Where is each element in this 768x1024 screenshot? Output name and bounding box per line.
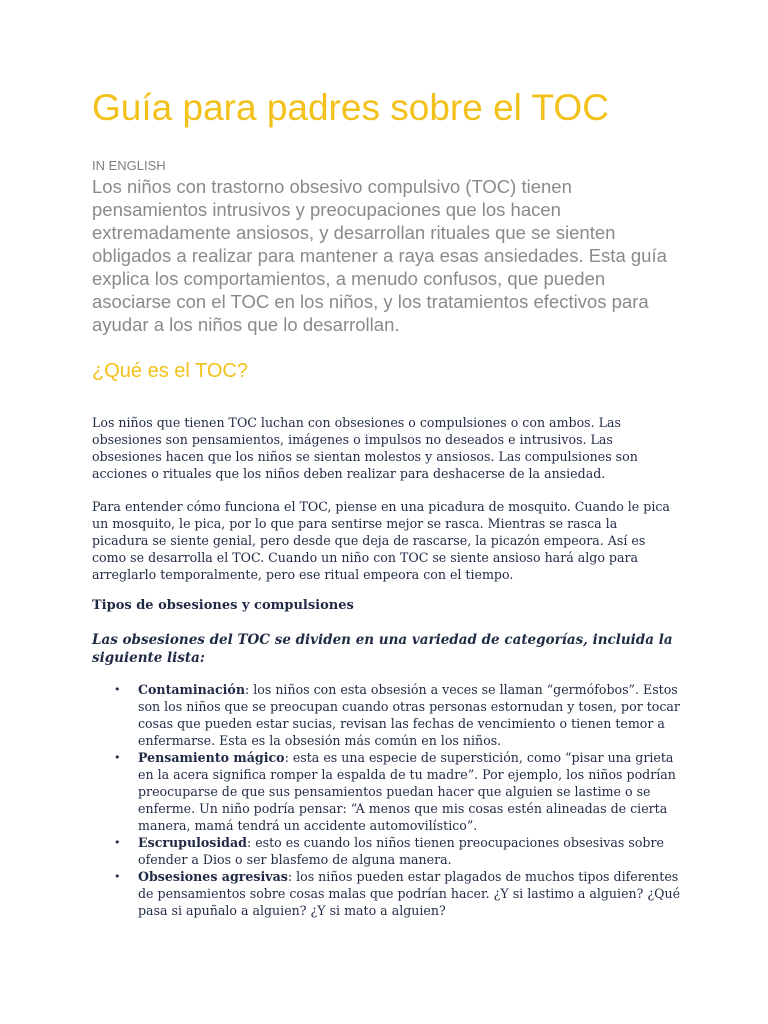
bullet-icon: •: [114, 870, 121, 883]
intro-paragraph: Los niños con trastorno obsesivo compulsivo (TOC) tienen pensamientos intrusivos y preocupaciones que los hacen extremadamente ansiosos, y desarrollan rituales que se sienten obligados a realizar para mantener a raya esas ansiedades. Esta guía explica los comportamientos, a menudo confusos, que pueden asociarse con el TOC en los niños, y los tratamientos efectivos para ayudar a los niños que lo desarrollan.: [92, 176, 667, 335]
list-intro: Las obsesiones del TOC se dividen en una variedad de categorías, incluida la siguiente lista:: [92, 632, 673, 666]
body-paragraph: Para entender cómo funciona el TOC, piense en una picadura de mosquito. Cuando le pica un mosquito, le pica, por lo que para sentirse mejor se rasca. Mientras se rasca la picadura se siente genial, pero desde que deja de rascarse, la picazón empeora. Así es como se desarrolla el TOC. Cuando un niño con TOC se siente ansioso hará algo para arreglarlo temporalmente, pero ese ritual empeora con el tiempo.: [92, 499, 670, 582]
obsessions-list: [92, 681, 682, 919]
body-paragraph: Los niños que tienen TOC luchan con obsesiones o compulsiones o con ambos. Las obsesiones son pensamientos, imágenes o impulsos no deseados e intrusivos. Las obsesiones hacen que los niños se sientan molestos y ansiosos. Las compulsiones son acciones o rituales que los niños deben realizar para deshacerse de la ansiedad.: [92, 415, 638, 481]
list-item-term: Contaminación: [138, 682, 245, 697]
list-item: [92, 868, 682, 919]
list-item-text: : esto es cuando los niños tienen preocupaciones obsesivas sobre ofender a Dios o ser blasfemo de alguna manera.: [138, 835, 664, 867]
list-item-term: Escrupulosidad: [138, 835, 247, 850]
bullet-icon: •: [114, 683, 121, 696]
in-english-link[interactable]: IN ENGLISH: [92, 158, 166, 173]
list-item: [92, 681, 682, 749]
section-heading-types: Tipos de obsesiones y compulsiones: [92, 598, 354, 613]
list-item: [92, 749, 682, 834]
list-item-term: Pensamiento mágico: [138, 750, 285, 765]
bullet-icon: •: [114, 836, 121, 849]
list-item: [92, 834, 682, 868]
list-item-text: : los niños pueden estar plagados de muchos tipos diferentes de pensamientos sobre cosas malas que podrían hacer. ¿Y si lastimo a alguien? ¿Qué pasa si apuñalo a alguien? ¿Y si mato a alguien?: [138, 869, 681, 918]
list-item-text: : los niños con esta obsesión a veces se llaman “germófobos”. Estos son los niños que se preocupan cuando otras personas estornudan y tosen, por tocar cosas que pueden estar sucias, revisan las fechas de vencimiento o tienen temor a enfermarse. Esta es la obsesión más común en los niños.: [138, 682, 680, 748]
list-item-text: : esta es una especie de superstición, como “pisar una grieta en la acera significa romper la espalda de tu madre”. Por ejemplo, los niños podrían preocuparse de que sus pensamientos puedan hacer que alguien se lastime o se enferme. Un niño podría pensar: “A menos que mis cosas estén alineadas de cierta manera, mamá tendrá un accidente automovilístico”.: [138, 750, 676, 833]
list-item-term: Obsesiones agresivas: [138, 869, 288, 884]
section-title-what-is-ocd: ¿Qué es el TOC?: [92, 360, 248, 382]
page-title: Guía para padres sobre el TOC: [92, 87, 609, 128]
bullet-icon: •: [114, 751, 121, 764]
